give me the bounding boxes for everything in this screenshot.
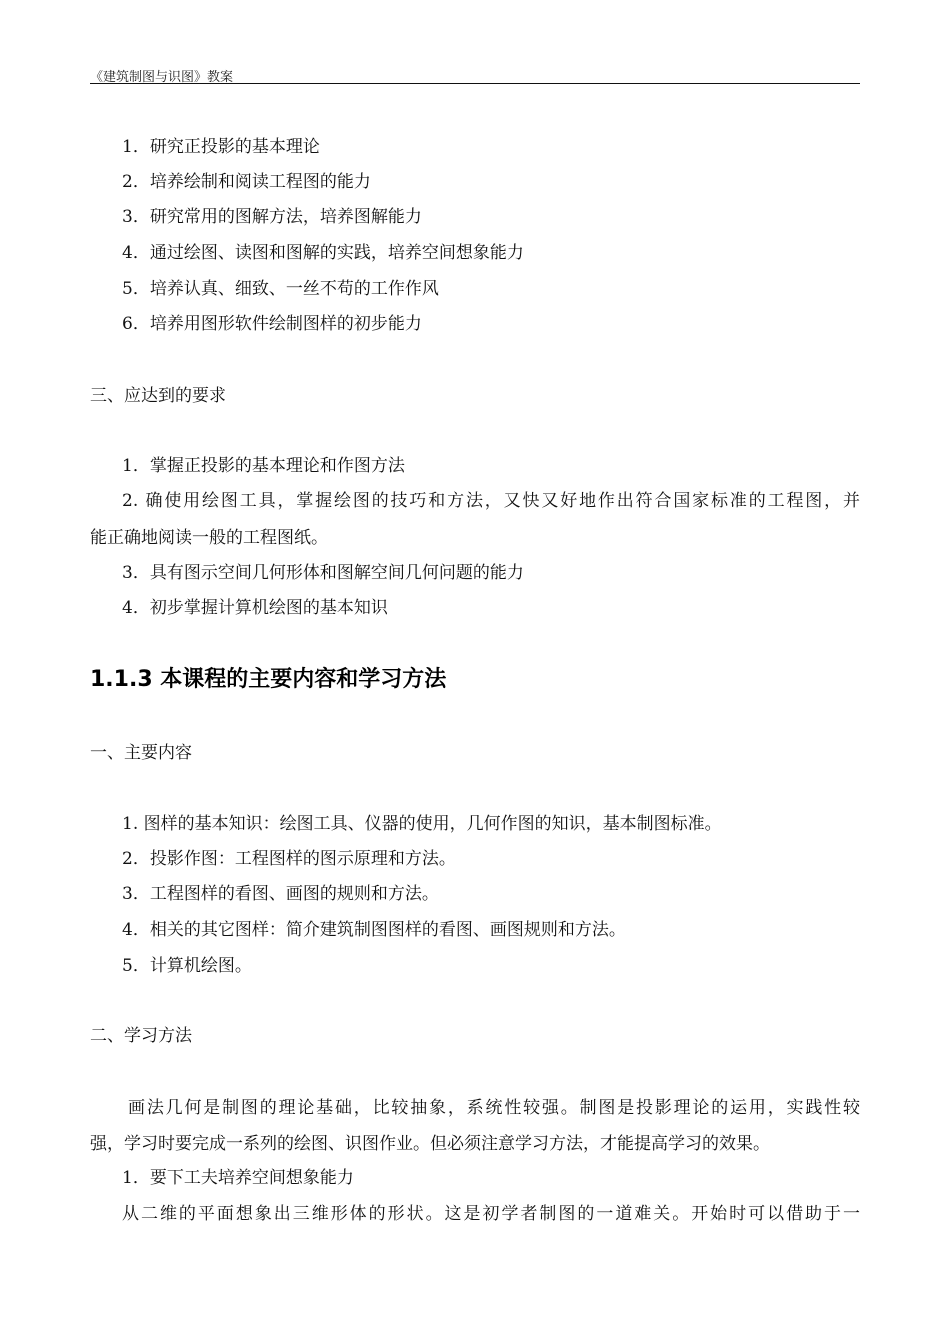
method-item: 1．要下工夫培养空间想象能力 — [122, 1168, 354, 1188]
header-rule — [90, 83, 860, 84]
content-item: 3．工程图样的看图、画图的规则和方法。 — [122, 884, 439, 904]
requirement-item: 2. 确使用绘图工具，掌握绘图的技巧和方法，又快又好地作出符合国家标准的工程图，并 — [122, 491, 860, 511]
objective-item: 1．研究正投影的基本理论 — [122, 137, 320, 157]
content-item: 2．投影作图：工程图样的图示原理和方法。 — [122, 849, 456, 869]
section-heading: 1.1.3 本课程的主要内容和学习方法 — [90, 667, 447, 692]
objective-item: 6．培养用图形软件绘制图样的初步能力 — [122, 314, 422, 334]
objective-item: 5．培养认真、细致、一丝不苟的工作作风 — [122, 279, 439, 299]
method-paragraph: 从二维的平面想象出三维形体的形状。这是初学者制图的一道难关。开始时可以借助于一 — [122, 1204, 860, 1224]
requirement-item: 4．初步掌握计算机绘图的基本知识 — [122, 598, 388, 618]
content-item: 1. 图样的基本知识：绘图工具、仪器的使用，几何作图的知识，基本制图标准。 — [122, 814, 722, 834]
objective-item: 4．通过绘图、读图和图解的实践，培养空间想象能力 — [122, 243, 524, 263]
methods-paragraph: 画法几何是制图的理论基础，比较抽象，系统性较强。制图是投影理论的运用，实践性较 — [128, 1098, 860, 1118]
objective-item: 2．培养绘制和阅读工程图的能力 — [122, 172, 371, 192]
page-header-title: 《建筑制图与识图》教案 — [90, 70, 234, 85]
section-title-main-content: 一、主要内容 — [90, 743, 192, 763]
section-title-methods: 二、学习方法 — [90, 1026, 192, 1046]
requirement-item-continued: 能正确地阅读一般的工程图纸。 — [90, 528, 328, 548]
content-item: 4．相关的其它图样：简介建筑制图图样的看图、画图规则和方法。 — [122, 920, 626, 940]
section-title-requirements: 三、应达到的要求 — [90, 386, 226, 406]
requirement-item: 1．掌握正投影的基本理论和作图方法 — [122, 456, 405, 476]
requirement-item: 3．具有图示空间几何形体和图解空间几何问题的能力 — [122, 563, 524, 583]
objective-item: 3．研究常用的图解方法，培养图解能力 — [122, 207, 422, 227]
methods-paragraph-continued: 强，学习时要完成一系列的绘图、识图作业。但必须注意学习方法，才能提高学习的效果。 — [90, 1134, 770, 1154]
content-item: 5．计算机绘图。 — [122, 956, 252, 976]
